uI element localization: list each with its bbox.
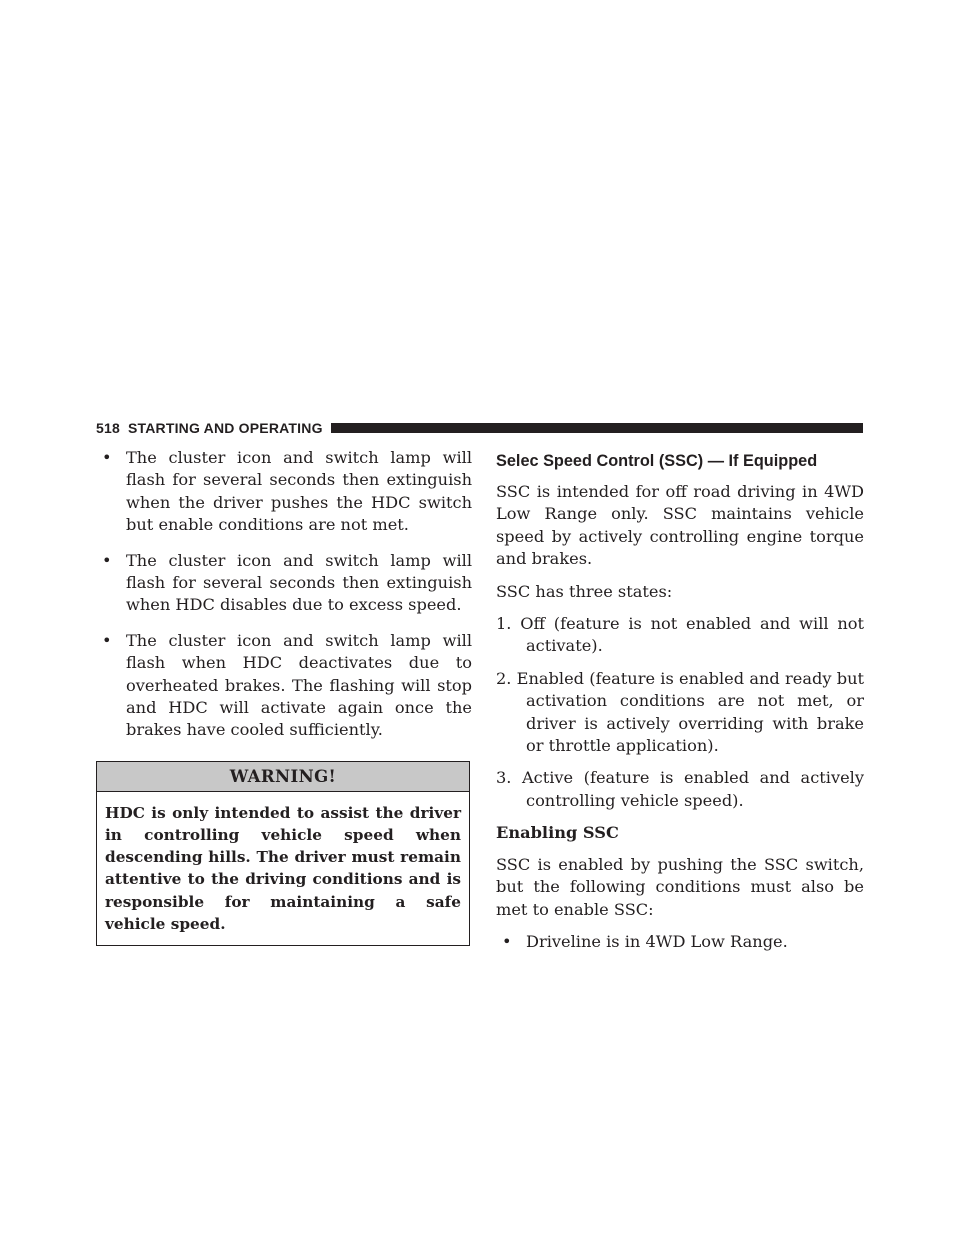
enable-paragraph: SSC is enabled by pushing the SSC switch, but the following conditions must also be met to enable SSC: (496, 854, 864, 919)
state-item-enabled: 2. Enabled (feature is enabled and ready but activation conditions are not met, or driver is actively overriding with brake or throttle application). (496, 668, 864, 756)
bullet-icon: • (102, 630, 112, 650)
section-heading: Selec Speed Control (SSC) — If Equipped (496, 452, 818, 470)
bullet-item (96, 550, 472, 617)
state-item-active: 3. Active (feature is enabled and actively controlling vehicle speed). (496, 768, 864, 810)
page-number: 518 (96, 420, 120, 436)
states-intro: SSC has three states: (496, 581, 673, 601)
state-item-off: 1. Off (feature is not enabled and will not activate). (496, 614, 864, 656)
section-title: STARTING AND OPERATING (127, 420, 323, 436)
warning-title: WARNING! (97, 762, 469, 792)
bullet-item (96, 630, 472, 742)
warning-text: HDC is only intended to assist the driver in controlling vehicle speed when descending hills. The driver must remain attentive to the driving conditions and is responsible for maintaining a safe vehicle speed. (105, 803, 461, 933)
intro-paragraph: SSC is intended for off road driving in 4WD Low Range only. SSC maintains vehicle speed by actively controlling engine torque and brakes. (496, 482, 864, 569)
bullet-item (496, 931, 864, 953)
bullet-text: The cluster icon and switch lamp will flash when HDC deactivates due to overheated brakes. The flashing will stop and HDC will activate again once the brakes have cooled sufficiently. (126, 630, 472, 740)
warning-box (96, 761, 470, 946)
left-column (96, 447, 472, 946)
bullet-text: Driveline is in 4WD Low Range. (526, 931, 788, 951)
right-column (496, 447, 864, 966)
bullet-text: The cluster icon and switch lamp will flash for several seconds then extinguish when the driver pushes the HDC switch but enable conditions are not met. (126, 448, 472, 535)
header-rule (331, 423, 863, 433)
bullet-item (96, 447, 472, 537)
page-header (96, 418, 863, 438)
subheading: Enabling SSC (496, 823, 619, 843)
bullet-icon: • (102, 550, 112, 570)
bullet-icon: • (102, 448, 112, 467)
bullet-text: The cluster icon and switch lamp will flash for several seconds then extinguish when HDC disables due to excess speed. (126, 550, 472, 615)
bullet-icon: • (502, 931, 512, 951)
